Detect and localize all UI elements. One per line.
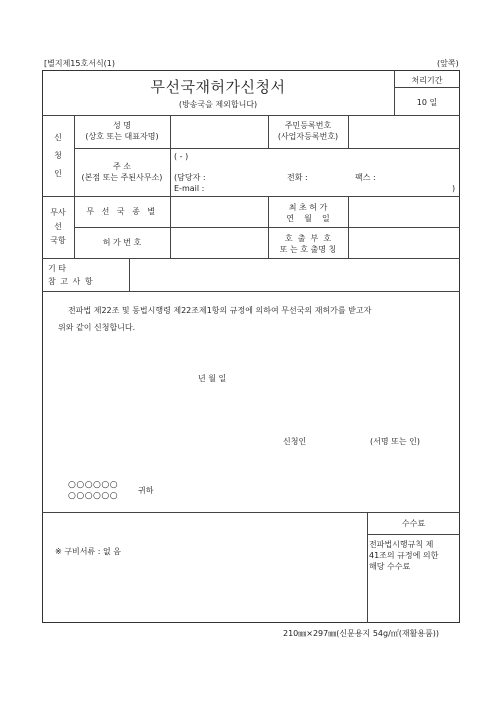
permit-number-field[interactable] [171,228,267,257]
processing-period-label: 처리기간 [411,76,443,85]
form-number: [별지제15호서식(1) [44,59,116,68]
email-label: E-mail : [174,184,205,193]
id-number-label: 주민등록번호 [284,121,332,130]
addressee-line-1: ○○○○○○ [68,480,119,490]
address-label: 주 소 [113,162,131,171]
application-date: 년 월 일 [198,374,227,383]
title-block [42,70,394,115]
close-paren: ) [452,184,456,193]
permit-number-label: 허 가 번 호 [102,238,142,247]
fax-label: 팩스 : [355,173,376,182]
paper-size-note: 210㎜×297㎜(신문용지 54g/㎡(재활용품)) [283,629,440,638]
addressee-line-2: ○○○○○○ [68,491,119,501]
applicant-label: 신청인 [283,437,307,446]
first-permit-date-label: 최 초 허 가 연 월 일 [286,203,330,223]
form-title: 무선국재허가신청서 [150,78,286,96]
page-side-label: (앞쪽) [437,59,459,68]
other-label-top: 기 타 [48,264,66,273]
station-group-label: 무사 선 국항 [50,208,66,245]
contact-person-label: (담당자 : [174,173,206,182]
addressee-suffix: 귀하 [138,486,154,495]
fee-text-line-3: 해당 수수료 [369,562,411,571]
postal-code-line: ( - ) [174,152,189,161]
callsign-label: 호 출 부 호 또 는 호 출명 칭 [279,234,337,254]
name-sublabel: (상호 또는 대표자명) [85,132,159,141]
signature-label: (서명 또는 인) [370,437,420,446]
station-type-label: 무 선 국 종 별 [86,207,158,216]
station-type-field[interactable] [171,197,267,226]
address-field[interactable] [171,149,459,195]
fee-text-line-1: 전파법시행규칙 제 [369,540,434,549]
applicant-name-field[interactable] [312,434,364,448]
statement-line-2: 위와 같이 신청합니다. [58,323,136,332]
id-number-sublabel: (사업자등록번호) [277,132,339,141]
name-label: 성 명 [113,121,131,130]
required-documents: ※ 구비서류 : 없 음 [55,547,121,556]
id-number-field[interactable] [349,116,459,148]
other-label-bottom: 참 고 사 항 [48,277,94,286]
other-remarks-field[interactable] [130,259,459,290]
phone-label: 전화 : [287,173,308,182]
processing-period-value: 10 일 [416,98,438,107]
applicant-group-label: 신 청 인 [54,133,62,178]
name-field[interactable] [171,116,267,148]
fee-text-line-2: 41조의 규정에 의한 [369,551,439,560]
statement-line-1: 전파법 제22조 및 동법시행령 제22조제1항의 규정에 의하여 무선국의 재허가를 받고자 [68,306,372,315]
form-subtitle: (방송국을 제외합니다) [178,100,258,109]
callsign-field[interactable] [349,228,459,257]
first-permit-date-field[interactable] [349,197,459,226]
fee-label: 수수료 [401,519,426,528]
address-sublabel: (본점 또는 주된사무소) [81,173,163,182]
